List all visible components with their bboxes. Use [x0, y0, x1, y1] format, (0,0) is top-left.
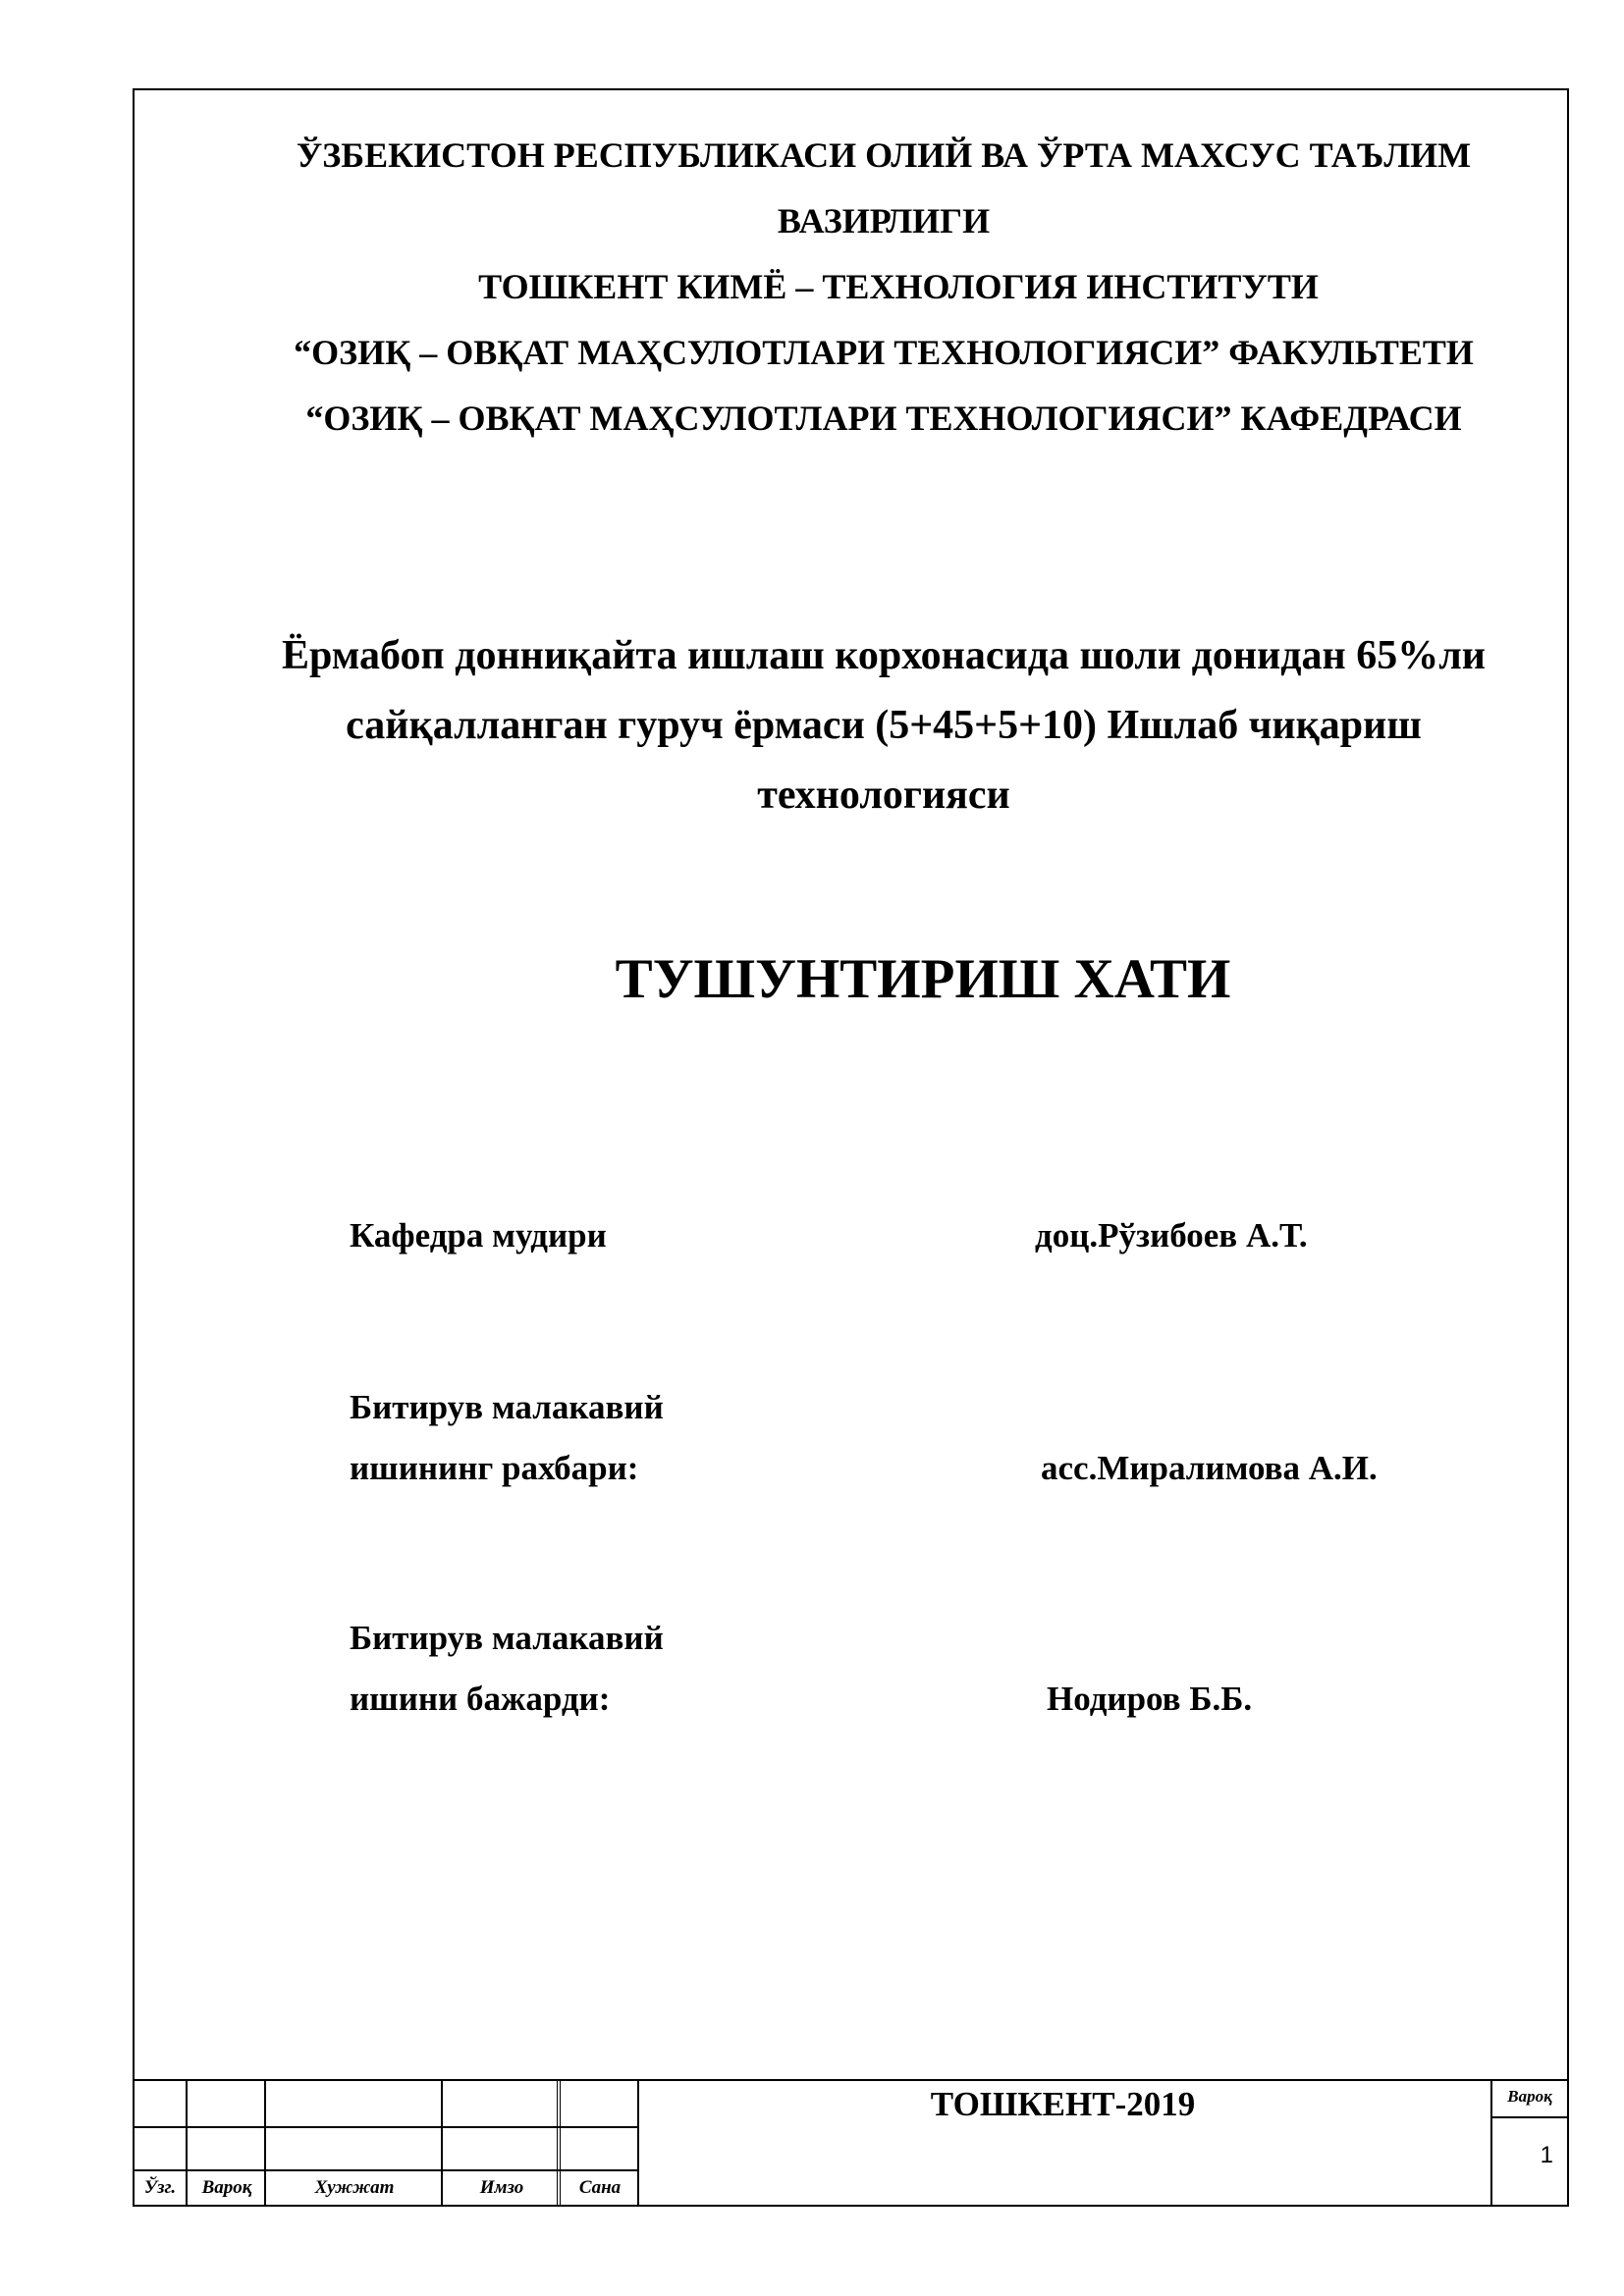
stamp-row-line-1	[133, 2126, 639, 2128]
sheet-box-divider	[1492, 2116, 1569, 2118]
header-line-1: ЎЗБЕКИСТОН РЕСПУБЛИКАСИ ОЛИЙ ВА ЎРТА МАХСУС ТАЪЛИМ	[296, 135, 1472, 175]
supervisor-label-line-2: ишининг рахбари:	[350, 1449, 639, 1487]
header-line-3: ТОШКЕНТ КИМЁ – ТЕХНОЛОГИЯ ИНСТИТУТИ	[478, 267, 1319, 306]
stamp-label-signature: Имзо	[479, 2177, 524, 2198]
title-block	[133, 2079, 1569, 2207]
header-line-5: “ОЗИҚ – ОВҚАТ МАҲСУЛОТЛАРИ ТЕХНОЛОГИЯСИ” КАФЕДРАСИ	[305, 399, 1462, 438]
author-label-line-1: Битирув малакавий	[350, 1619, 664, 1657]
topic-line-1: Ёрмабоп донниқайта ишлаш корхонасида шоли донидан 65%ли	[282, 633, 1486, 678]
topic-line-2: сайқалланган гуруч ёрмаси (5+45+5+10) Ишлаб чиқариш	[346, 703, 1422, 748]
supervisor-label-line-1: Битирув малакавий	[350, 1388, 664, 1426]
header-line-2: ВАЗИРЛИГИ	[777, 201, 991, 240]
author-label	[350, 1608, 664, 1730]
supervisor-label	[350, 1377, 664, 1499]
author-name: Нодиров Б.Б.	[1047, 1680, 1253, 1718]
head-name: доц.Рўзибоев А.Т.	[1035, 1216, 1308, 1255]
sheet-number: 1	[1540, 2142, 1553, 2168]
author-label-line-2: ишини бажарди:	[350, 1680, 611, 1718]
sheet-label: Вароқ	[1507, 2087, 1552, 2106]
ministry-header	[196, 123, 1571, 452]
stamp-label-sheet: Вароқ	[201, 2177, 252, 2198]
header-line-4: “ОЗИҚ – ОВҚАТ МАҲСУЛОТЛАРИ ТЕХНОЛОГИЯСИ” ФАКУЛЬТЕТИ	[294, 333, 1474, 372]
city-year: ТОШКЕНТ-2019	[930, 2085, 1196, 2123]
thesis-topic	[196, 621, 1571, 830]
stamp-label-date: Сана	[578, 2177, 622, 2198]
topic-line-3: технологияси	[757, 773, 1010, 818]
document-title: ТУШУНТИРИШ ХАТИ	[615, 948, 1231, 1010]
stamp-label-document: Хужжат	[314, 2177, 395, 2198]
stamp-label-change: Ўзг.	[143, 2177, 177, 2198]
head-label: Кафедра мудири	[350, 1216, 607, 1255]
sheet-box	[1490, 2081, 1567, 2207]
stamp-row-line-2	[133, 2169, 639, 2171]
supervisor-name: асс.Миралимова А.И.	[1041, 1449, 1378, 1487]
